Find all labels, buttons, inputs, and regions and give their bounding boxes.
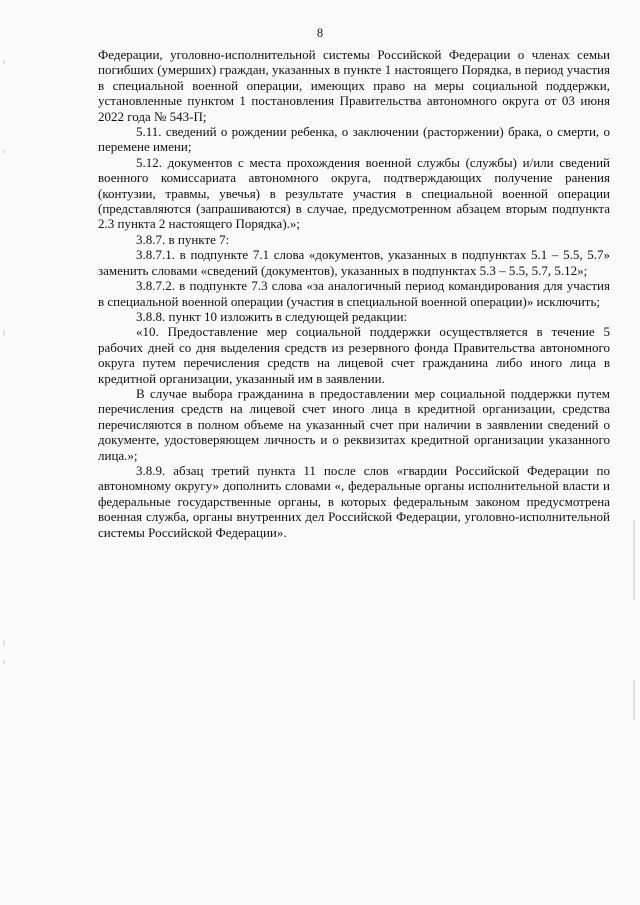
paragraph-3-8-7: 3.8.7. в пункте 7: (136, 231, 230, 247)
paragraph-10: «10. Предоставление мер социальной поддержки осуществляется в течение 5 рабочих дней со дня выделения средств из резервного фонда Правительства автономного округа путем перечисления средств на лицевой счет гражданина либо иного лица в кредитной организации, указанный им в заявлении. (98, 324, 610, 386)
paragraph-3-8-7-1: 3.8.7.1. в подпункте 7.1 слова «документов, указанных в подпунктах 5.1 – 5.5, 5.7» заменить словами «сведений (документов), указанных в подпунктах 5.3 – 5.5, 5.7, 5.12»; (98, 247, 610, 278)
paragraph-continuation: Федерации, уголовно-исполнительной системы Российской Федерации о членах семьи погибших (умерших) граждан, указанных в пункте 1 настоящего Порядка, в период участия в специальной военной операции, имеющих право на меры социальной поддержки, установленные пунктом 1 постановления Правительства автономного округа от 03 июня 2022 года № 543-П; (98, 47, 610, 124)
paragraph-5-11: 5.11. сведений о рождении ребенка, о заключении (расторжении) брака, о смерти, о перемене имени; (98, 124, 610, 155)
paragraph-10-choice: В случае выбора гражданина в предоставлении мер социальной поддержки путем перечисления средств на лицевой счет иного лица в кредитной организации, средства перечисляются в полном объеме на указанный счет при наличии в заявлении сведений о документе, удостоверяющем личность и о реквизитах кредитной организации указанного лица.»; (98, 385, 610, 463)
paragraph-3-8-7-2: 3.8.7.2. в подпункте 7.3 слова «за аналогичный период командирования для участия в специальной военной операции (участия в специальной военной операции)» исключить; (98, 278, 610, 309)
document-body (98, 47, 610, 540)
paragraph-3-8-8: 3.8.8. пункт 10 изложить в следующей редакции: (136, 308, 408, 324)
page-number: 8 (316, 26, 324, 40)
paragraph-5-12: 5.12. документов с места прохождения военной службы (службы) и/или сведений военного комиссариата автономного округа, подтверждающих получение ранения (контузии, травмы, увечья) в результате участия в специальной военной операции (представляются (запрашиваются) в случае, предусмотренном абзацем вторым подпункта 2.3 пункта 2 настоящего Порядка).»; (98, 154, 610, 232)
paragraph-3-8-9: 3.8.9. абзац третий пункта 11 после слов «гвардии Российской Федерации по автономному округу» дополнить словами «, федеральные органы исполнительной власти и федеральные государственные органы, в которых федеральным законом предусмотрена военная служба, органы внутренних дел Российской Федерации, уголовно-исполнительной системы Российской Федерации». (98, 462, 610, 540)
